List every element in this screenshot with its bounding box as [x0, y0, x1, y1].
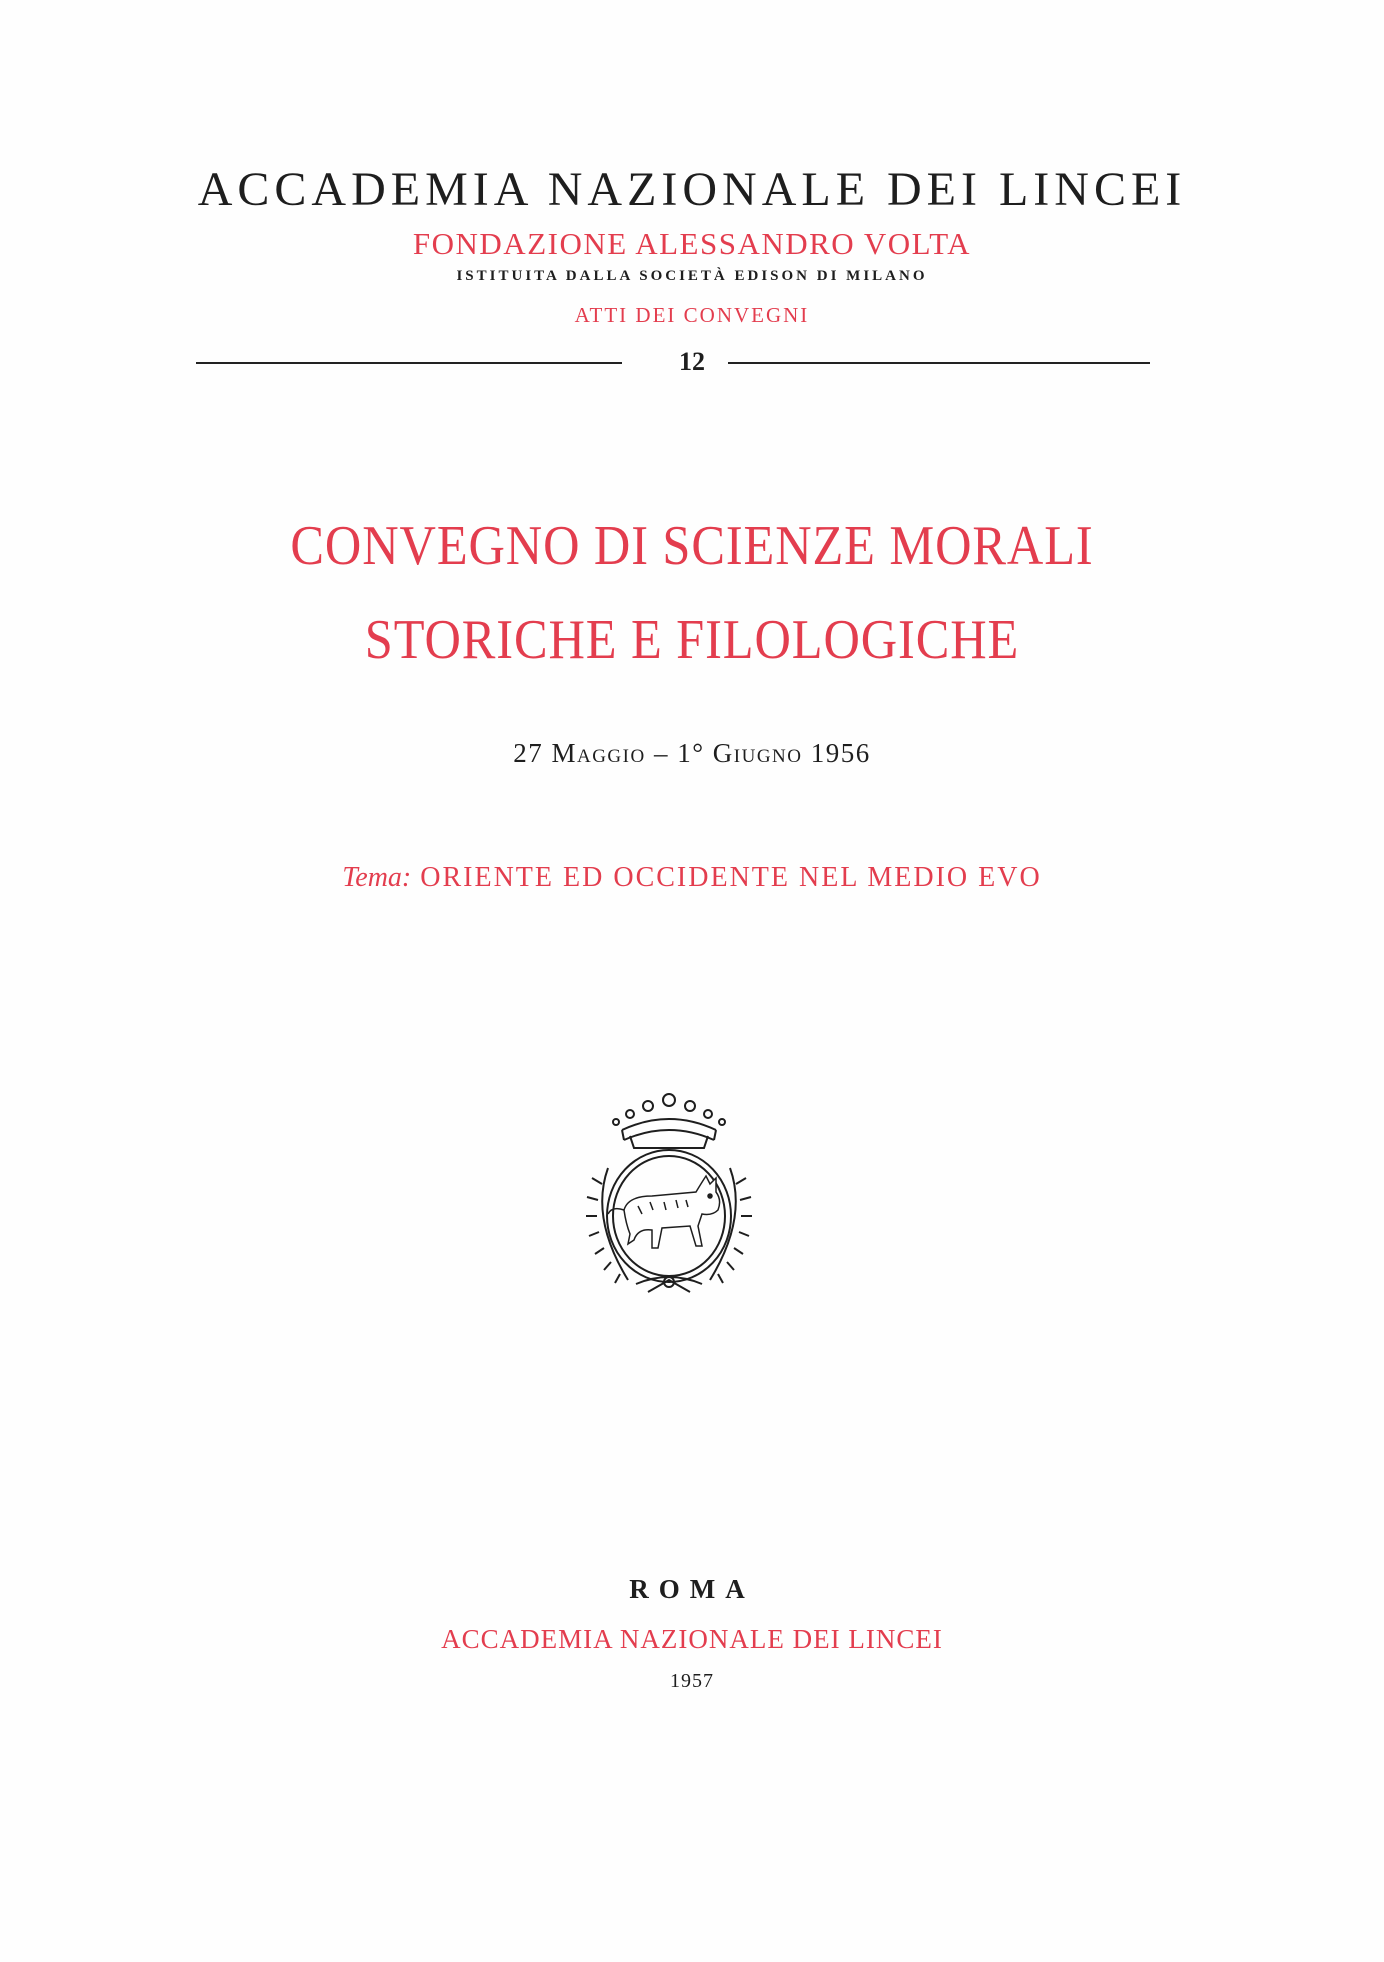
theme-line [0, 862, 1384, 894]
academy-title: ACCADEMIA NAZIONALE DEI LINCEI [197, 163, 1187, 216]
rule-right [728, 362, 1150, 364]
theme-label: Tema: [342, 862, 412, 893]
conference-title-line-2: STORICHE E FILOLOGICHE [364, 609, 1020, 671]
foundation-name: FONDAZIONE ALESSANDRO VOLTA [412, 226, 972, 261]
conference-year: 1956 [810, 738, 871, 768]
start-month: Maggio [551, 738, 646, 768]
end-day: 1° [677, 738, 705, 768]
imprint-publisher: ACCADEMIA NAZIONALE DEI LINCEI [441, 1624, 943, 1654]
conference-dates [0, 738, 1384, 769]
institute-line: ISTITUITA DALLA SOCIETÀ EDISON DI MILANO [456, 268, 928, 284]
series-title: ATTI DEI CONVEGNI [574, 303, 810, 327]
date-separator: – [653, 738, 669, 768]
imprint-year: 1957 [670, 1670, 714, 1692]
theme-text: ORIENTE ED OCCIDENTE NEL MEDIO EVO [420, 862, 1042, 893]
series-number: 12 [679, 347, 705, 376]
lynx-crest-icon [578, 1088, 760, 1298]
start-day: 27 [513, 738, 544, 768]
end-month: Giugno [712, 738, 803, 768]
conference-title-line-1: CONVEGNO DI SCIENZE MORALI [290, 515, 1094, 577]
imprint-city: ROMA [629, 1574, 755, 1604]
